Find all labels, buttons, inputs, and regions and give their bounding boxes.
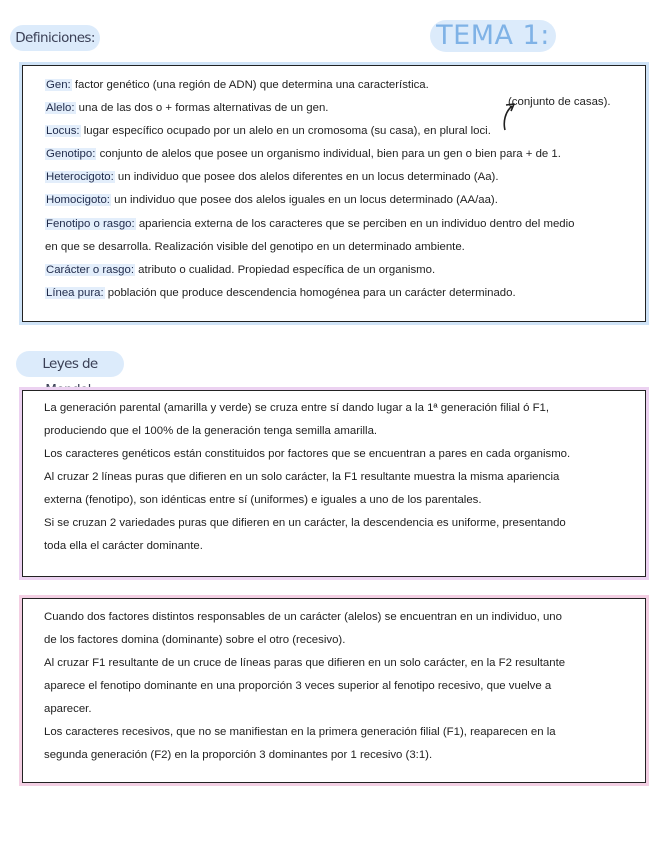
definition-text: una de las dos o + formas alternativas de un gen. [75,102,329,114]
definition-text: lugar específico ocupado por un alelo en un cromosoma (su casa), en plural loci. [80,125,491,137]
definition-text: conjunto de alelos que posee un organismo individual, bien para un gen o bien para + de 1. [96,148,561,160]
definitions-box [22,65,646,322]
mendel-box-first-second-law [22,390,646,577]
mendel-box-dominance [22,598,646,783]
paragraph-line: Los caracteres recesivos, que no se manifiestan en la primera generación filial (F1), reaparecen en la [44,726,556,738]
definitions-heading: Definiciones: [10,25,100,51]
paragraph-line: externa (fenotipo), son idénticas entre sí (uniformes) e iguales a uno de los parentales. [44,494,482,506]
paragraph-line: toda ella el carácter dominante. [44,540,203,552]
definition-text: población que produce descendencia homogénea para un carácter determinado. [104,287,516,299]
paragraph-line: Los caracteres genéticos están constituidos por factores que se encuentran a pares en cada organismo. [44,448,571,460]
definition-line [45,264,435,276]
paragraph-line: aparece el fenotipo dominante en una proporción 3 veces superior al fenotipo recesivo, que vuelve a [44,680,552,692]
definition-text: apariencia externa de los caracteres que se perciben en un individuo dentro del medio [135,218,575,230]
definition-line [45,148,561,160]
definition-text: factor genético (una región de ADN) que determina una característica. [71,79,429,91]
paragraph-line: produciendo que el 100% de la generación tenga semilla amarilla. [44,425,378,437]
definition-term: Alelo: [46,102,75,114]
definition-text: un individuo que posee dos alelos diferentes en un locus determinado (Aa). [114,171,499,183]
definition-text: un individuo que posee dos alelos iguales en un locus determinado (AA/aa). [110,194,498,206]
definition-term: Línea pura: [46,287,104,299]
definition-term: Fenotipo o rasgo: [46,218,135,230]
definition-text: atributo o cualidad. Propiedad específica de un organismo. [135,264,436,276]
paragraph-line: Al cruzar 2 líneas puras que difieren en un solo carácter, la F1 resultante muestra la misma apariencia [44,471,560,483]
paragraph-line: Si se cruzan 2 variedades puras que difieren en un carácter, la descendencia es uniforme, presentando [44,517,566,529]
definition-term: Carácter o rasgo: [46,264,134,276]
paragraph-line: aparecer. [44,703,92,715]
topic-title: TEMA 1: [430,20,556,52]
definition-line [45,287,516,299]
paragraph-line: La generación parental (amarilla y verde) se cruza entre sí dando lugar a la 1ª generación filial ó F1, [44,402,550,414]
definition-line [45,79,429,91]
definition-line [45,125,491,137]
definition-line [45,171,498,183]
definition-line [45,194,498,206]
definition-line [45,102,328,114]
paragraph-line: segunda generación (F2) en la proporción 3 dominantes por 1 recesivo (3:1). [44,749,433,761]
definition-term: Heterocigoto: [46,171,114,183]
definition-term: Locus: [46,125,80,137]
definition-text: en que se desarrolla. Realización visible del genotipo en un determinado ambiente. [45,241,465,253]
paragraph-line: Cuando dos factores distintos responsables de un carácter (alelos) se encuentran en un individuo, uno [44,611,562,623]
definition-term: Genotipo: [46,148,96,160]
definition-line [45,241,465,253]
definition-term: Gen: [46,79,71,91]
paragraph-line: Al cruzar F1 resultante de un cruce de líneas paras que difieren en un solo carácter, en la F2 resultante [44,657,566,669]
paragraph-line: de los factores domina (dominante) sobre el otro (recesivo). [44,634,346,646]
definition-line [45,218,574,230]
mendel-heading: Leyes de [16,351,124,377]
locus-note: (conjunto de casas). [508,96,611,108]
definition-term: Homocigoto: [46,194,110,206]
